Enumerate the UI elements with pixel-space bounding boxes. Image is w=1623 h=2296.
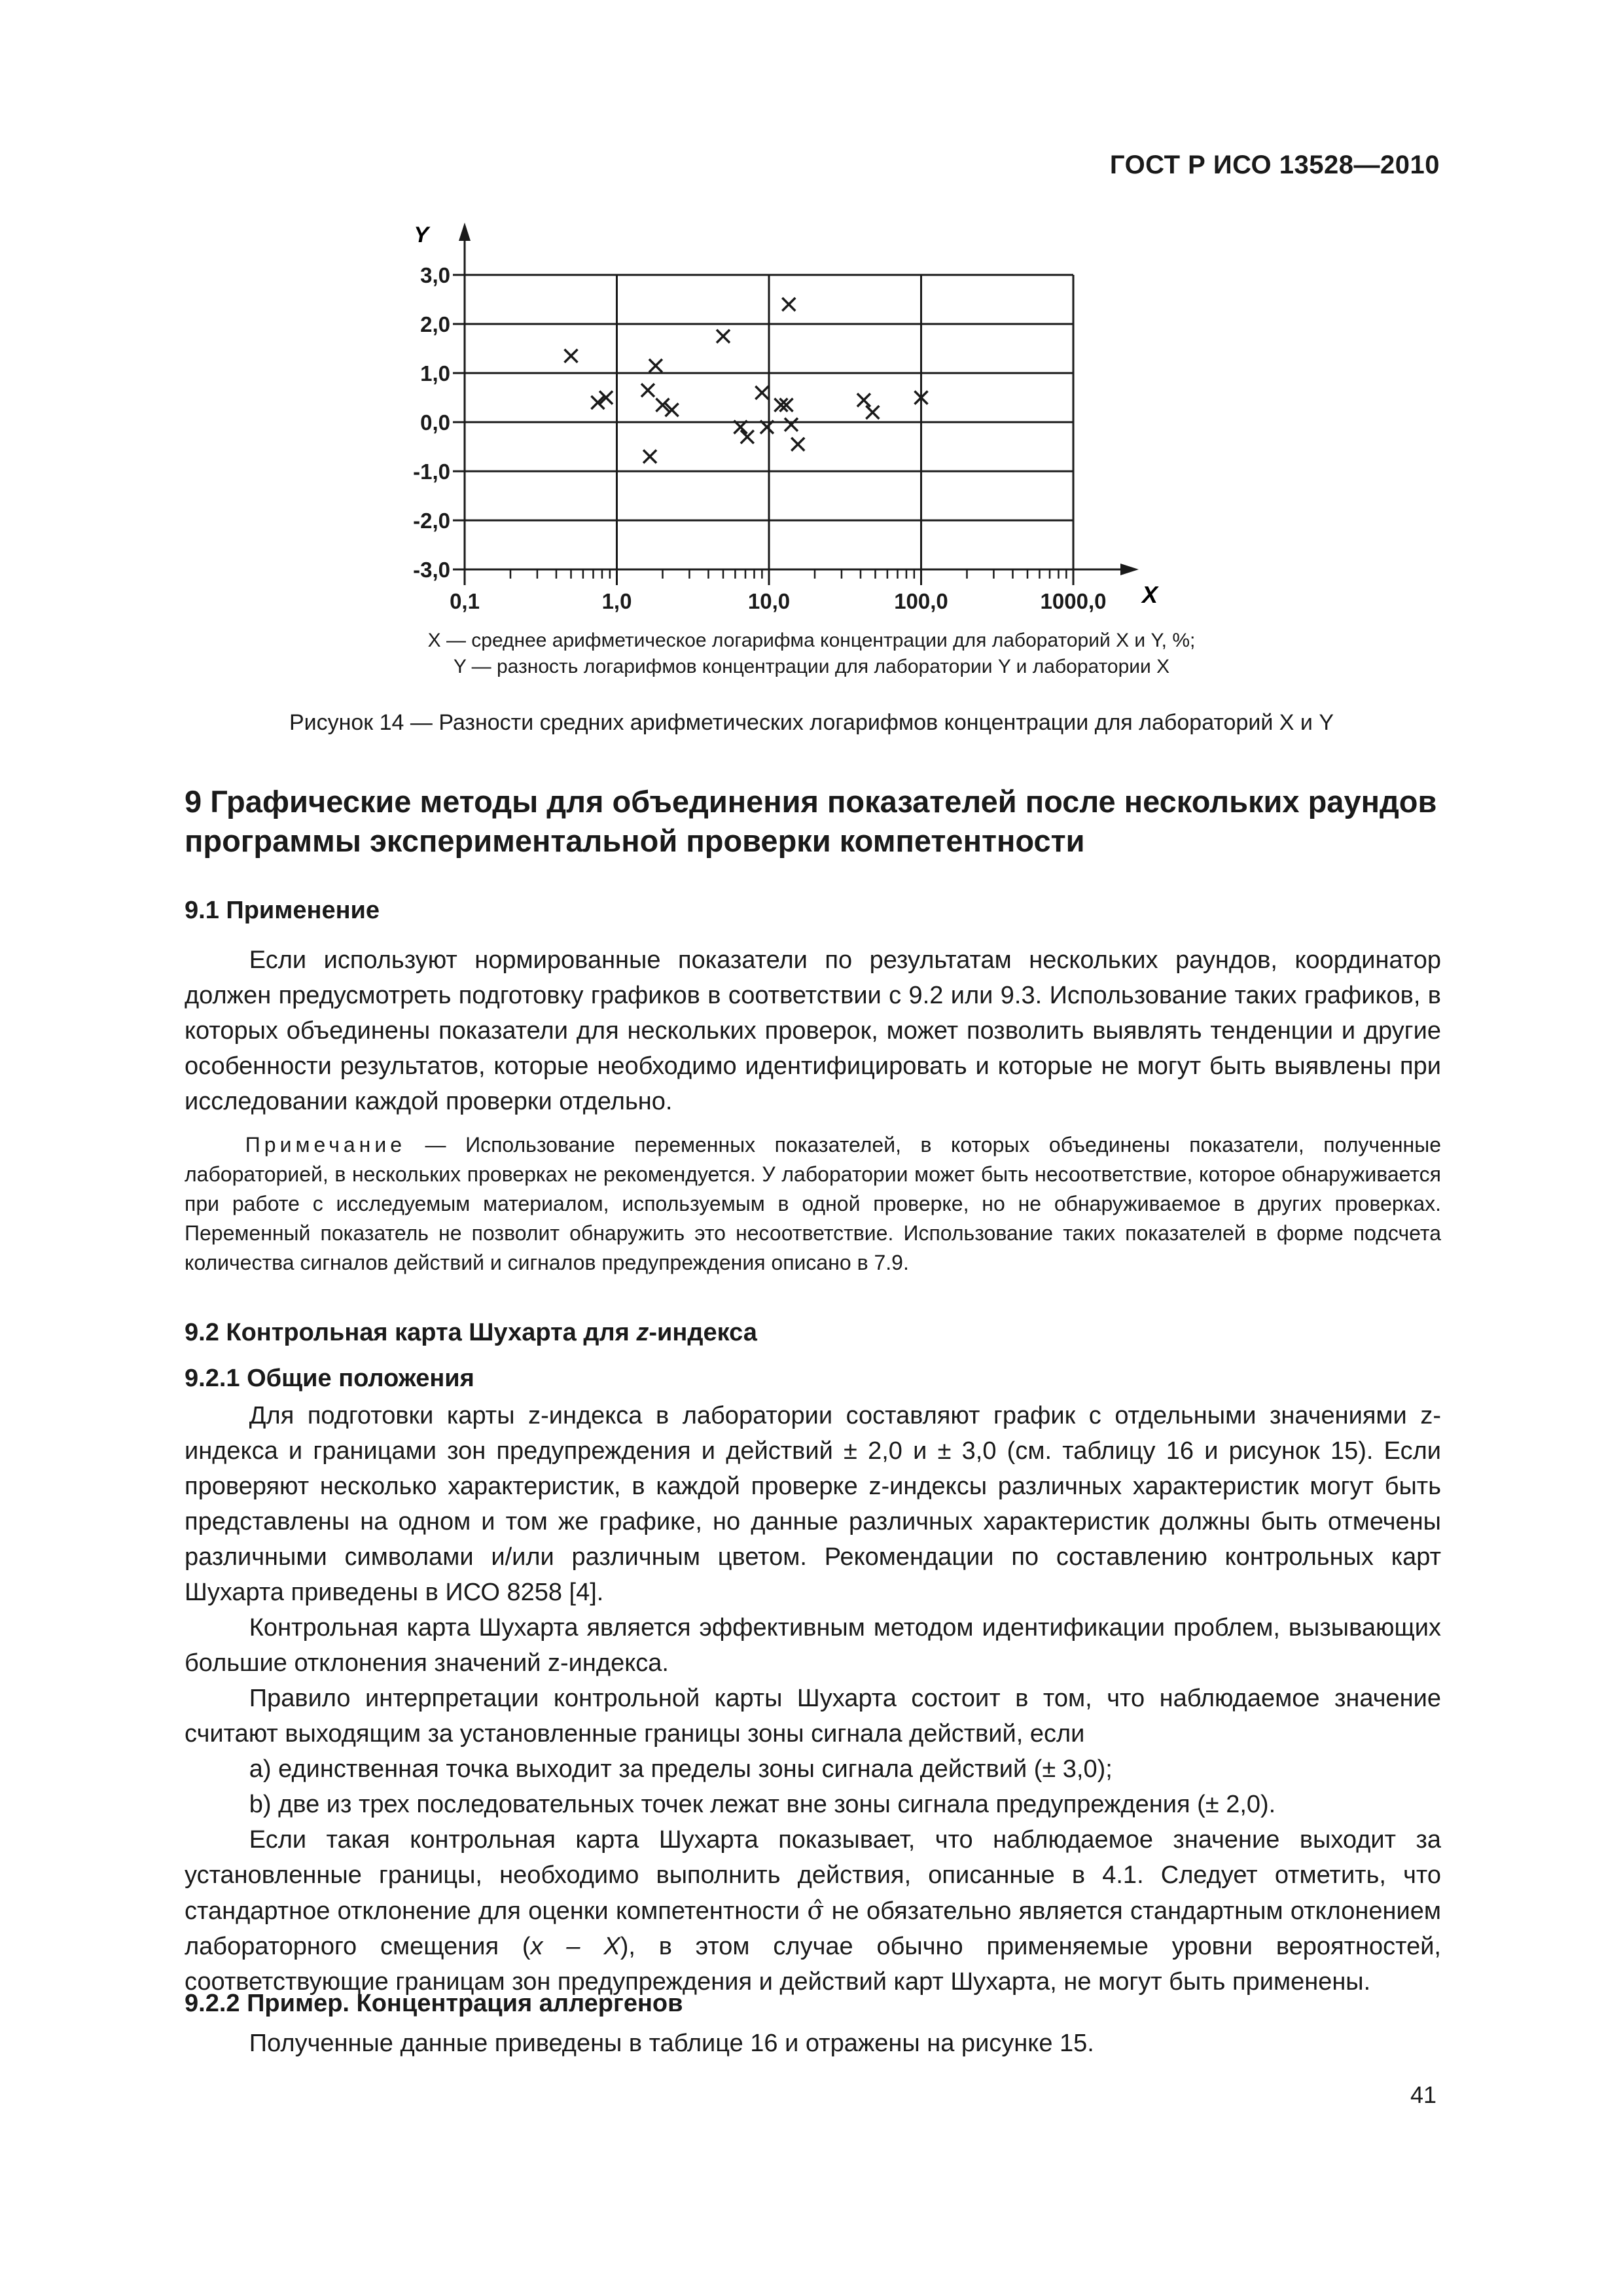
figure-caption: Рисунок 14 — Разности средних арифметических логарифмов концентрации для лабораторий X и Y <box>289 710 1334 735</box>
section-9-title: 9 Графические методы для объединения показателей после нескольких раундов программы экспериментальной проверки компетентности <box>185 784 1437 858</box>
figure-legend-x: X — среднее арифметическое логарифма концентрации для лабораторий X и Y, %; <box>427 630 1196 651</box>
note-text: — Использование переменных показателей, в которых объединены показатели, полученные лабораторией, в нескольких проверках не рекомендуется. У лаборатории может быть несоответствие, которое обнаруживается при работе с исследуемым материалом, используемым в одной проверке, но не обнаруживаемое в других проверках. Переменный показатель не позволит обнаружить это несоответствие. Использование таких показателей в форме подсчета количества сигналов действий и сигналов предупреждения описано в 7.9. <box>185 1133 1441 1274</box>
section-9-2-heading-suffix: -индекса <box>649 1319 757 1346</box>
y-tick-label: 1,0 <box>420 361 450 386</box>
section-9-2-heading <box>185 1319 757 1347</box>
x-tick-label: 1,0 <box>601 589 632 613</box>
section-9-2-2-heading: 9.2.2 Пример. Концентрация аллергенов <box>185 1990 683 2017</box>
s921-item-b: b) две из трех последовательных точек лежат вне зоны сигнала предупреждения (± 2,0). <box>249 1791 1276 1818</box>
s921-paragraph-3: Правило интерпретации контрольной карты Шухарта состоит в том, что наблюдаемое значение считают выходящим за установленные границы зоны сигнала действий, если <box>185 1685 1441 1748</box>
figure-legend-y: Y — разность логарифмов концентрации для лаборатории Y и лаборатории X <box>453 656 1170 677</box>
y-tick-label: -1,0 <box>413 459 450 484</box>
section-9-2-1-body <box>185 1398 1441 2000</box>
x-axis-arrow <box>1120 564 1139 575</box>
s921-p4-part-b: не обязательно является стандартным отклонением лабораторного смещения ( <box>185 1897 1441 1960</box>
section-9-1-body <box>185 942 1441 1119</box>
section-9-2-1-heading: 9.2.1 Общие положения <box>185 1365 474 1392</box>
s921-paragraph-2: Контрольная карта Шухарта является эффективным методом идентификации проблем, вызывающих большие отклонения значений z-индекса. <box>185 1614 1441 1677</box>
y-axis-arrow <box>459 223 471 241</box>
data-point <box>866 406 879 419</box>
data-point <box>641 384 654 397</box>
x-tick-label: 1000,0 <box>1040 589 1107 613</box>
data-point <box>782 298 795 311</box>
section-9-1-paragraph: Если используют нормированные показатели по результатам нескольких раундов, координатор должен предусмотреть подготовку графиков в соответствии с 9.2 или 9.3. Использование таких графиков, в которых объединены показатели для нескольких проверок, может позволить выявлять тенденции и другие особенности результатов, которые необходимо идентифицировать и которые не могут быть выявлены при исследовании каждой проверки отдельно. <box>185 946 1441 1115</box>
page-number: 41 <box>1410 2081 1436 2108</box>
data-point <box>643 450 656 463</box>
s922-paragraph: Полученные данные приведены в таблице 16 и отражены на рисунке 15. <box>249 2030 1094 2057</box>
data-point <box>785 418 798 431</box>
note-block <box>185 1130 1441 1278</box>
note-label: Примечание <box>245 1133 406 1157</box>
x-tick-label: 100,0 <box>894 589 948 613</box>
sigma-hat-symbol: σ̂ <box>807 1896 825 1925</box>
ticks-layer <box>413 263 1106 613</box>
section-9-1-heading: 9.1 Применение <box>185 897 380 924</box>
data-point <box>857 393 870 406</box>
y-tick-label: 0,0 <box>420 410 450 435</box>
scatter-chart <box>366 216 1191 622</box>
data-point <box>717 330 730 343</box>
y-tick-label: -3,0 <box>413 558 450 582</box>
grid-layer <box>465 275 1073 569</box>
y-tick-label: -2,0 <box>413 509 450 533</box>
s921-p4-expression: x – X <box>530 1933 620 1960</box>
data-point <box>755 386 768 399</box>
section-9-2-heading-prefix: 9.2 Контрольная карта Шухарта для <box>185 1319 637 1346</box>
x-axis-label: X <box>1142 581 1158 608</box>
s921-p4-part-a: Если такая контрольная карта Шухарта показывает, что наблюдаемое значение выходит за установленные границы, необходимо выполнить действия, описанные в 4.1. Следует отметить, что стандартное отклонение для оценки компетентности <box>185 1826 1441 1925</box>
s921-paragraph-4 <box>185 1822 1441 2000</box>
s921-item-a: a) единственная точка выходит за пределы зоны сигнала действий (± 3,0); <box>249 1755 1113 1783</box>
standard-code: ГОСТ Р ИСО 13528—2010 <box>1109 151 1440 179</box>
data-point <box>649 359 662 372</box>
y-tick-label: 2,0 <box>420 312 450 336</box>
section-9-2-2-body <box>185 2026 1441 2061</box>
s921-paragraph-1: Для подготовки карты z-индекса в лаборатории составляют график с отдельными значениями z-индекса и границами зон предупреждения и действий ± 2,0 и ± 3,0 (см. таблицу 16 и рисунок 15). Если проверяют несколько характеристик, в каждой проверке z-индексы различных характеристик могут быть представлены на одном и том же графике, но данные различных характеристик должны быть отмечены различными символами и/или различным цветом. Рекомендации по составлению контрольных карт Шухарта приведены в ИСО 8258 [4]. <box>185 1402 1441 1606</box>
points-layer <box>565 298 928 463</box>
section-9-2-heading-z: z <box>636 1319 649 1346</box>
y-tick-label: 3,0 <box>420 263 450 287</box>
x-tick-label: 0,1 <box>450 589 480 613</box>
y-axis-label: Y <box>414 223 429 247</box>
x-tick-label: 10,0 <box>747 589 791 613</box>
data-point <box>565 350 578 363</box>
data-point <box>791 438 804 451</box>
s921-p4-part-c: ), в этом случае обычно применяемые уровни вероятностей, соответствующие границам зон предупреждения и действий карт Шухарта, не могут быть применены. <box>185 1933 1441 1996</box>
